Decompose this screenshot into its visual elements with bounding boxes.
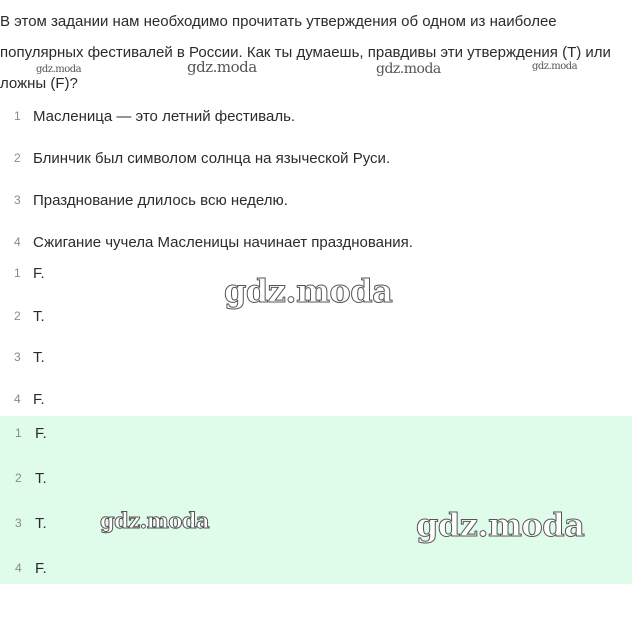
highlighted-answer-item xyxy=(0,467,632,489)
answer-text: F. xyxy=(35,559,47,577)
statement-item xyxy=(0,147,632,169)
watermark: gdz.moda xyxy=(416,506,585,544)
watermark: gdz.moda xyxy=(187,58,257,76)
statement-number: 2 xyxy=(14,151,21,165)
statement-text: Масленица — это летний фестиваль. xyxy=(33,107,296,125)
task-instructions: В этом задании нам необходимо прочитать утверждения об одном из наиболее популярных фестивалей в России. Как ты думаешь, правдивы эти утверждения (T) или ложны (F)? xyxy=(0,13,611,92)
answer-number: 3 xyxy=(14,350,21,364)
statement-number: 3 xyxy=(14,193,21,207)
answer-number: 4 xyxy=(14,392,21,406)
statement-item xyxy=(0,105,632,127)
highlighted-answer-item xyxy=(0,422,632,444)
answer-text: T. xyxy=(33,348,45,366)
answer-number: 2 xyxy=(15,471,22,485)
answer-number: 4 xyxy=(15,561,22,575)
statement-number: 4 xyxy=(14,235,21,249)
answer-text: T. xyxy=(33,307,45,325)
answer-number: 1 xyxy=(15,426,22,440)
answer-number: 1 xyxy=(14,266,21,280)
answer-text: F. xyxy=(33,390,45,408)
highlighted-answer-item xyxy=(0,557,632,579)
answer-item xyxy=(0,388,632,410)
answer-text: T. xyxy=(35,469,47,487)
answer-text: F. xyxy=(35,424,47,442)
statement-item xyxy=(0,231,632,253)
answer-text: T. xyxy=(35,514,47,532)
statement-number: 1 xyxy=(14,109,21,123)
answer-text: F. xyxy=(33,264,45,282)
answer-item xyxy=(0,346,632,368)
watermark: gdz.moda xyxy=(376,61,441,77)
watermark: gdz.moda xyxy=(100,508,210,533)
watermark: gdz.moda xyxy=(36,64,82,75)
highlighted-answers-block xyxy=(0,416,632,584)
answer-number: 2 xyxy=(14,309,21,323)
statement-item xyxy=(0,189,632,211)
statement-text: Празднование длилось всю неделю. xyxy=(33,191,288,209)
watermark: gdz.moda xyxy=(224,272,393,310)
statement-text: Блинчик был символом солнца на языческой Руси. xyxy=(33,149,391,167)
answer-number: 3 xyxy=(15,516,22,530)
statement-text: Сжигание чучела Масленицы начинает празднования. xyxy=(33,233,413,251)
watermark: gdz.moda xyxy=(532,61,578,72)
